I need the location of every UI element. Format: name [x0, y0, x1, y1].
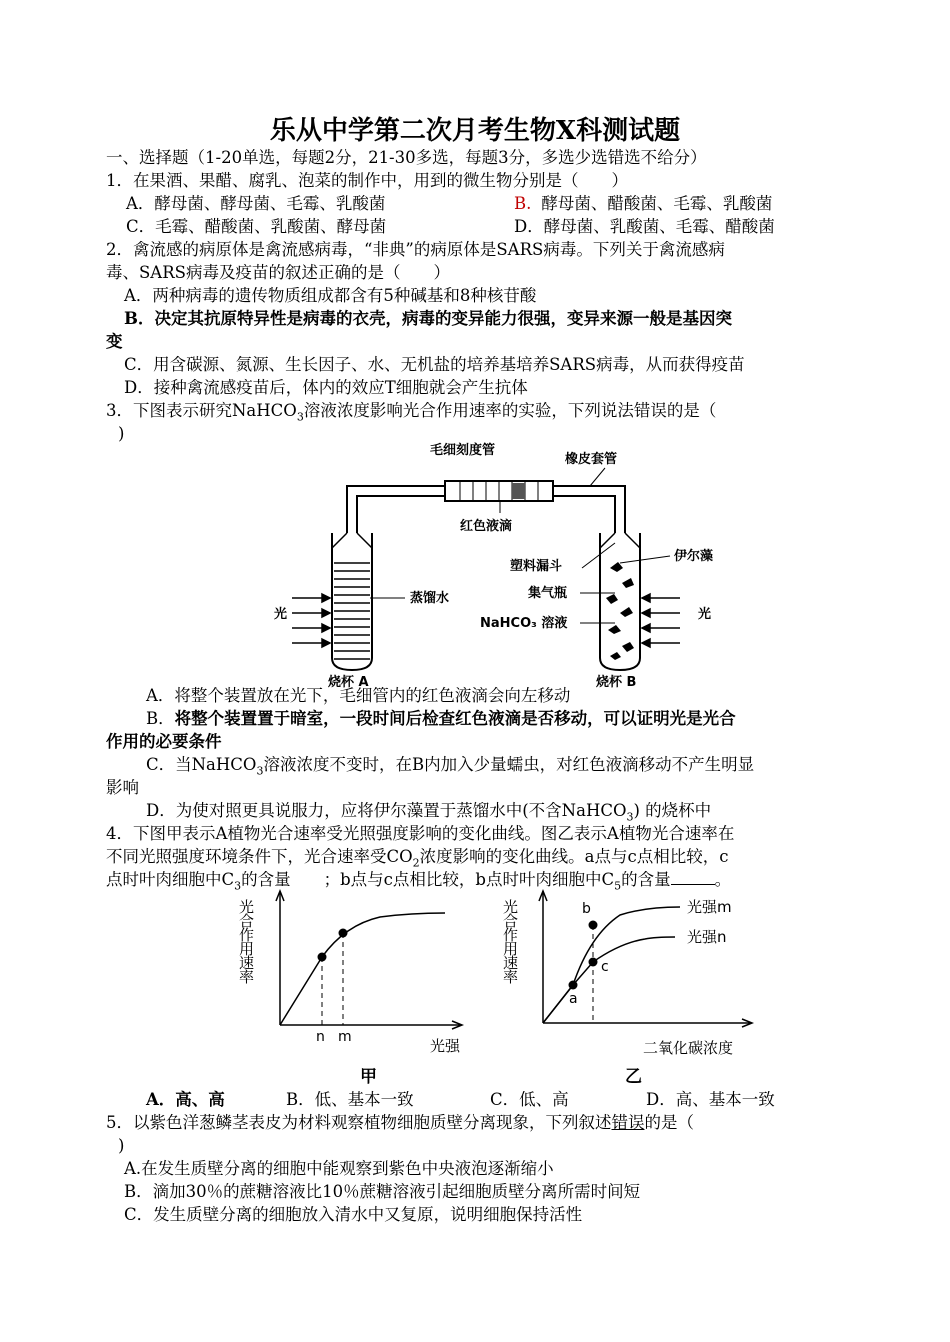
- q4-stem3-sub1: 3: [234, 879, 242, 893]
- q4-stem3-end: 。: [714, 870, 732, 889]
- graph-jia-xlabel: 光强: [430, 1037, 461, 1055]
- graph-yi-line1: 光强m: [687, 898, 732, 916]
- graph-jia-n: n: [316, 1029, 325, 1045]
- q1-option-a: A．酵母菌、酵母菌、毛霉、乳酸菌: [126, 194, 386, 213]
- q5-option-c: C．发生质壁分离的细胞放入清水中又复原，说明细胞保持活性: [124, 1205, 583, 1224]
- q5-stem-line1: [106, 1112, 694, 1134]
- graph-jia-ylabel: 光合作用速率: [237, 899, 255, 983]
- q1-option-b-text: 酵母菌、醋酸菌、毛霉、乳酸菌: [541, 194, 773, 213]
- graph-yi-line2: 光强n: [687, 928, 727, 946]
- q4-stem3-a: 点时叶肉细胞中C: [106, 870, 235, 889]
- q3-stem-line1: [106, 400, 716, 422]
- q4-option-d: D．高、基本一致: [646, 1090, 775, 1109]
- q2-option-d: D．接种禽流感疫苗后，体内的效应T细胞就会产生抗体: [124, 378, 528, 397]
- q5-stem-underlined: 错误: [611, 1113, 645, 1132]
- q4-stem2-b: 浓度影响的变化曲线。a点与c点相比较，c: [419, 847, 729, 866]
- q2-stem-line1: 2．禽流感的病原体是禽流感病毒，“非典”的病原体是SARS病毒。下列关于禽流感病: [106, 240, 725, 259]
- label-light-left: 光: [274, 607, 288, 622]
- q1-option-b: [514, 193, 772, 215]
- q2-stem-line2: 毒、SARS病毒及疫苗的叙述正确的是（ ）: [106, 263, 450, 282]
- q4-stem3-sub2: 5: [614, 879, 622, 893]
- q4-stem-line2: [106, 846, 728, 868]
- graph-jia-caption: 甲: [360, 1067, 377, 1087]
- label-beaker-a: 烧杯 A: [328, 675, 369, 690]
- q4-answer-blank[interactable]: [671, 870, 715, 885]
- q3-option-d-b: ) 的烧杯中: [633, 801, 712, 820]
- q1-option-c: C．毛霉、醋酸菌、乳酸菌、酵母菌: [126, 217, 387, 236]
- q4-stem2-sub: 2: [412, 856, 420, 870]
- q3-apparatus-figure: [270, 438, 730, 688]
- q5-stem-line2: ): [118, 1136, 125, 1155]
- q3-option-b-text: 将整个装置置于暗室，一段时间后检查红色液滴是否移动，可以证明光是光合: [174, 709, 736, 728]
- section-header: 一、选择题（1-20单选，每题2分，21-30多选，每题3分，多选少选错选不给分）: [106, 148, 707, 167]
- q5-stem-a: 5．以紫色洋葱鳞茎表皮为材料观察植物细胞质壁分离现象，下列叙述: [106, 1113, 612, 1132]
- q1-option-b-letter: B.: [514, 194, 532, 213]
- red-drop-mark: [512, 483, 525, 499]
- q3-option-d: [146, 800, 711, 822]
- label-capillary: 毛细刻度管: [430, 443, 496, 458]
- q3-option-c-line2: 影响: [106, 778, 139, 797]
- q4-option-a: A．高、高: [146, 1090, 225, 1109]
- label-bottle: 集气瓶: [528, 586, 568, 601]
- label-light-right: 光: [698, 607, 712, 622]
- label-red-drop: 红色液滴: [460, 519, 513, 534]
- q3-option-b-letter: B．: [146, 709, 175, 728]
- q3-option-c-a: C．当NaHCO: [146, 755, 257, 774]
- graph-yi-ylabel: 光合作用速率: [501, 899, 519, 983]
- graph-jia-m: m: [338, 1029, 352, 1045]
- q2-option-a: A．两种病毒的遗传物质组成都含有5种碱基和8种核苷酸: [124, 286, 537, 305]
- q3-option-a: A．将整个装置放在光下，毛细管内的红色液滴会向左移动: [146, 686, 571, 705]
- graph-yi-a: a: [569, 991, 578, 1007]
- q2-option-b-line1: B．决定其抗原特异性是病毒的衣壳，病毒的变异能力很强，变异来源一般是基因突: [124, 309, 732, 328]
- q4-stem2-a: 不同光照强度环境条件下，光合速率受CO: [106, 847, 413, 866]
- label-beaker-b: 烧杯 B: [596, 675, 637, 690]
- label-water: 蒸馏水: [410, 591, 450, 606]
- q1-stem: 1．在果酒、果醋、腐乳、泡菜的制作中，用到的微生物分别是（ ）: [106, 171, 628, 190]
- graph-jia: [237, 885, 480, 1090]
- q3-option-b-line1: [146, 708, 736, 730]
- label-rubber: 橡皮套管: [565, 452, 618, 467]
- q3-stem-a: 3．下图表示研究NaHCO: [106, 401, 297, 420]
- graph-yi: [501, 885, 765, 1090]
- q3-option-c-sub: 3: [256, 764, 264, 778]
- graph-yi-xlabel: 二氧化碳浓度: [643, 1039, 734, 1057]
- q4-stem3-c: 的含量: [621, 870, 671, 889]
- q3-stem-sub: 3: [296, 410, 304, 424]
- q2-option-c: C．用含碳源、氮源、生长因子、水、无机盐的培养基培养SARS病毒，从而获得疫苗: [124, 355, 745, 374]
- q3-stem-b: 溶液浓度影响光合作用速率的实验，下列说法错误的是（: [303, 401, 717, 420]
- q5-option-a: A.在发生质壁分离的细胞中能观察到紫色中央液泡逐渐缩小: [124, 1159, 554, 1178]
- graph-yi-c: c: [601, 959, 609, 975]
- q4-stem3-b: 的含量 ；b点与c点相比较，b点时叶肉细胞中C: [241, 870, 615, 889]
- q4-option-c: C．低、高: [490, 1090, 569, 1109]
- q5-stem-b: 的是（: [644, 1113, 694, 1132]
- q1-option-d: D．酵母菌、乳酸菌、毛霉、醋酸菌: [514, 217, 775, 236]
- label-nahco3: NaHCO₃ 溶液: [480, 616, 568, 631]
- q3-option-c-line1: [146, 754, 754, 776]
- q4-option-b: B．低、基本一致: [286, 1090, 414, 1109]
- graph-yi-caption: 乙: [625, 1067, 642, 1087]
- q3-option-d-a: D．为使对照更具说服力，应将伊尔藻置于蒸馏水中(不含NaHCO: [146, 801, 627, 820]
- q3-option-d-sub: 3: [626, 810, 634, 824]
- q3-stem-line2: ): [118, 424, 125, 443]
- q3-option-c-b: 溶液浓度不变时，在B内加入少量蠕虫，对红色液滴移动不产生明显: [263, 755, 755, 774]
- label-funnel: 塑料漏斗: [510, 559, 563, 574]
- page-title: 乐从中学第二次月考生物Ⅹ科测试题: [269, 116, 681, 146]
- q4-stem-line1: 4．下图甲表示A植物光合速率受光照强度影响的变化曲线。图乙表示A植物光合速率在: [106, 824, 735, 843]
- label-elodea: 伊尔藻: [674, 549, 714, 564]
- q5-option-b: B．滴加30％的蔗糖溶液比10％蔗糖溶液引起细胞质壁分离所需时间短: [124, 1182, 641, 1201]
- q3-option-b-line2: 作用的必要条件: [106, 732, 222, 751]
- q2-option-b-line2: 变: [106, 332, 123, 351]
- graph-yi-b: b: [582, 901, 591, 917]
